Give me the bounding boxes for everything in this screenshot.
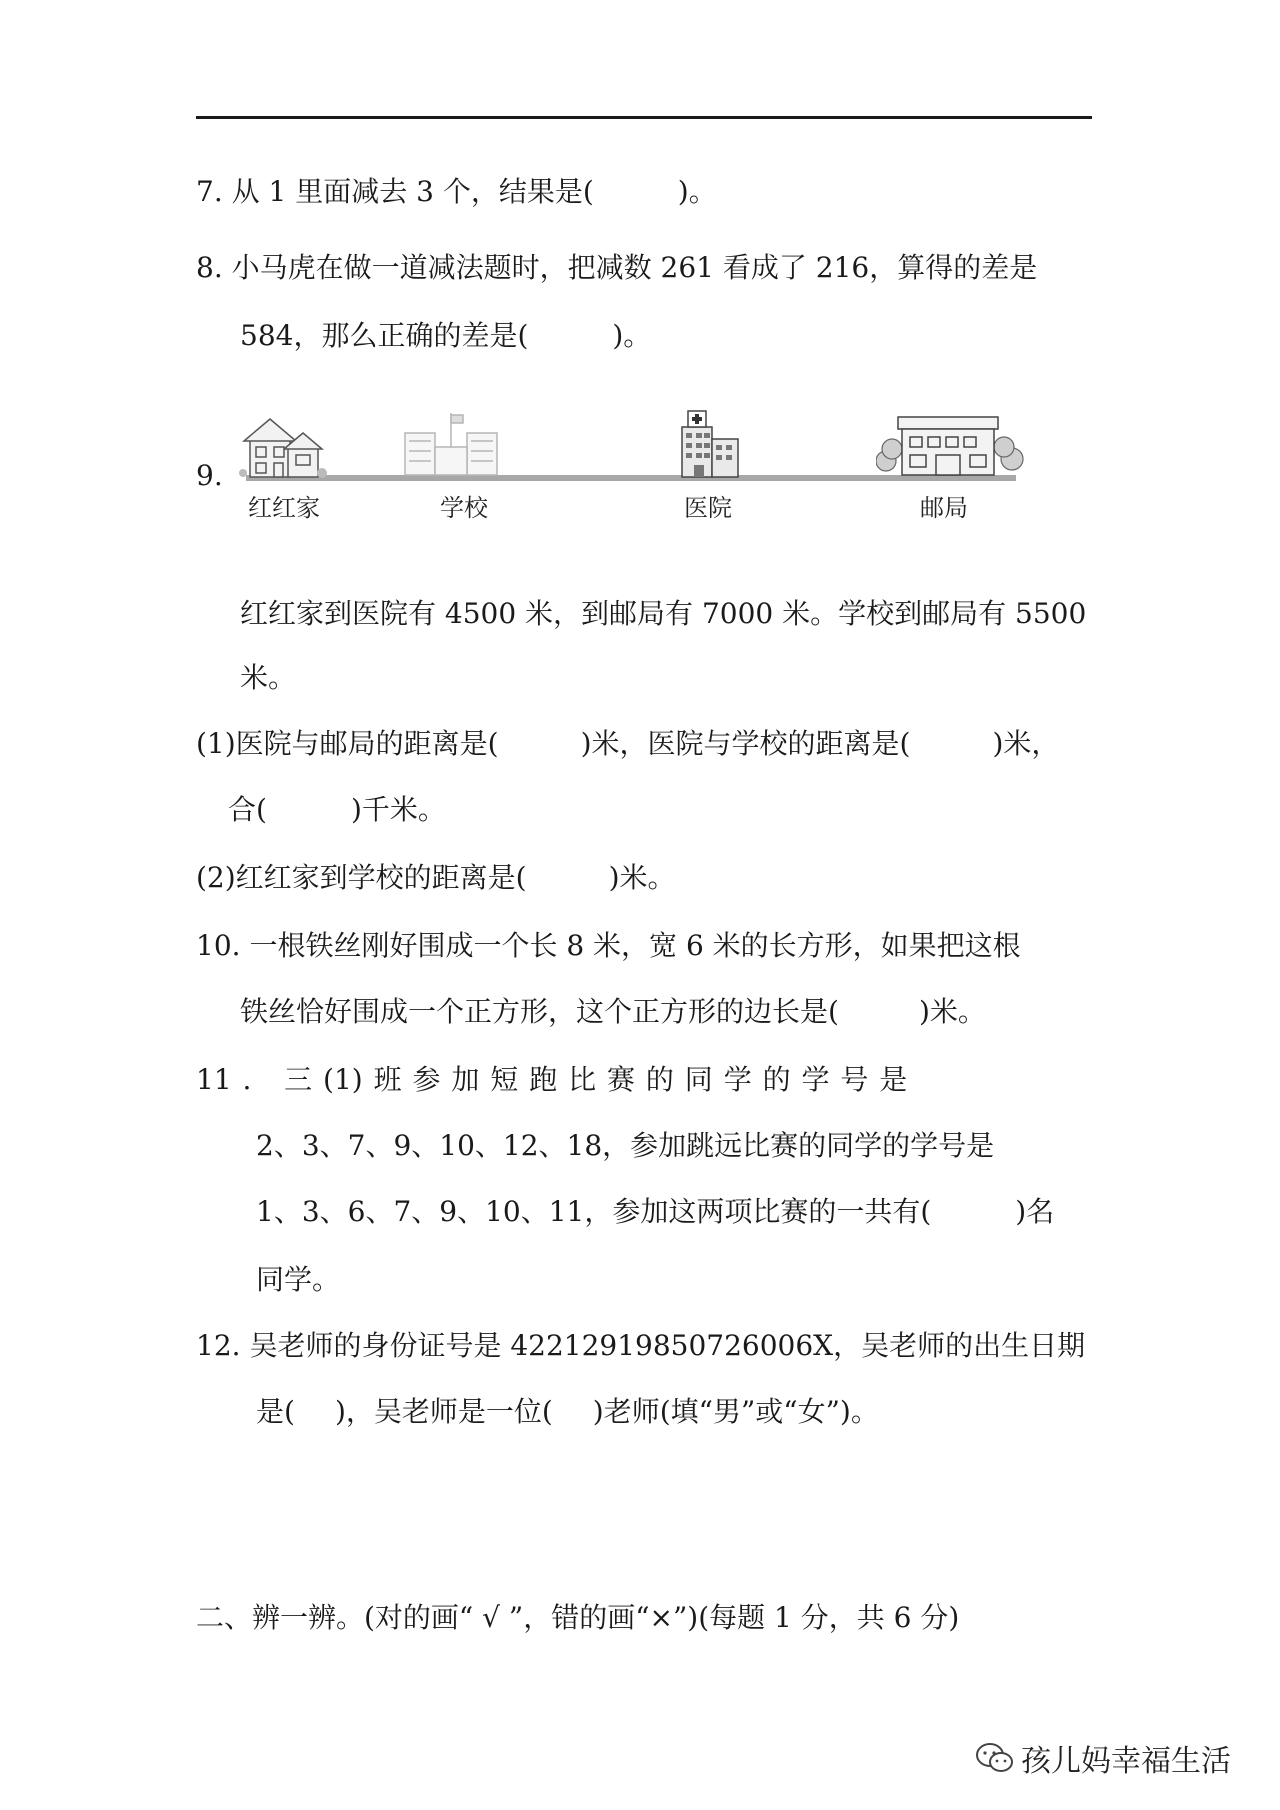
question-8: 8. 小马虎在做一道减法题时，把减数 261 看成了 216，算得的差是: [196, 251, 1038, 284]
label-post-office: 邮局: [920, 494, 968, 522]
question-number: 7.: [196, 175, 223, 208]
question-number: 10.: [196, 929, 241, 962]
school-icon: [401, 411, 501, 477]
route-diagram: [196, 405, 1046, 525]
label-school: 学校: [440, 494, 488, 522]
watermark: [975, 1736, 1231, 1780]
question-9-sub1: (1)医院与邮局的距离是( )米，医院与学校的距离是( )米，: [196, 727, 1060, 760]
question-11-line3: 1、3、6、7、9、10、11，参加这两项比赛的一共有( )名: [256, 1195, 1055, 1228]
question-number: 8.: [196, 251, 223, 284]
hospital-icon: [674, 405, 744, 479]
question-10: 10. 一根铁丝刚好围成一个长 8 米，宽 6 米的长方形，如果把这根: [196, 929, 1021, 962]
question-number: 11 .: [196, 1063, 252, 1096]
question-number: 12.: [196, 1329, 241, 1362]
question-12-line2: 是( )，吴老师是一位( )老师(填“男”或“女”)。: [256, 1395, 879, 1428]
question-11-line2: 2、3、7、9、10、12、18，参加跳远比赛的同学的学号是: [256, 1129, 995, 1162]
question-8-line2: 584，那么正确的差是( )。: [240, 319, 652, 352]
wechat-icon: [975, 1741, 1015, 1775]
label-hospital: 医院: [684, 494, 732, 522]
question-9-desc-2: 米。: [240, 661, 297, 694]
question-9-desc-1: 红红家到医院有 4500 米，到邮局有 7000 米。学校到邮局有 5500: [240, 597, 1087, 630]
top-rule: [196, 116, 1092, 119]
post-office-icon: [876, 409, 1026, 479]
watermark-text: 孩儿妈幸福生活: [1021, 1744, 1231, 1779]
question-10-line2: 铁丝恰好围成一个正方形，这个正方形的边长是( )米。: [240, 995, 986, 1028]
section-2-title: 二、辨一辨。(对的画“ √ ”，错的画“×”)(每题 1 分，共 6 分): [196, 1601, 960, 1634]
question-9-sub2: (2)红红家到学校的距离是( )米。: [196, 861, 676, 894]
question-11: 11 . 三 (1) 班 参 加 短 跑 比 赛 的 同 学 的 学 号 是: [196, 1063, 908, 1096]
question-number: 9.: [196, 459, 223, 492]
house-icon: [238, 413, 328, 479]
question-12: 12. 吴老师的身份证号是 42212919850726006X，吴老师的出生日期: [196, 1329, 1086, 1362]
question-11-line4: 同学。: [256, 1263, 341, 1296]
question-7: 7. 从 1 里面减去 3 个，结果是( )。: [196, 175, 717, 208]
label-home: 红红家: [248, 494, 320, 522]
question-9-sub1-line2: 合( )千米。: [228, 793, 446, 826]
